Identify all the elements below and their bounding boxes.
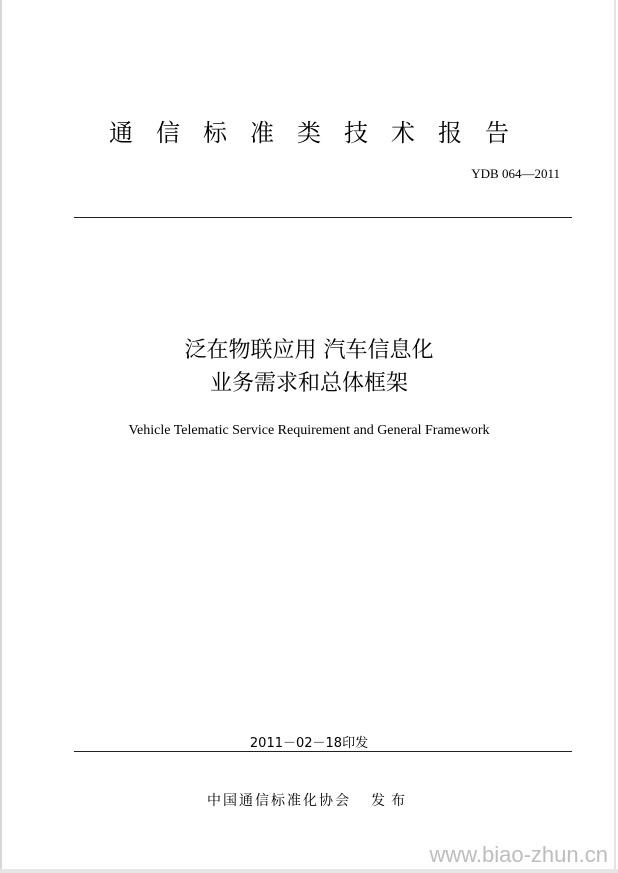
publish-action: 发布 [371,793,411,809]
document-title-line-2: 业务需求和总体框架 [209,371,408,396]
top-divider [74,217,572,218]
publisher-line [0,792,618,810]
publisher-name: 中国通信标准化协会 [207,793,351,809]
issue-date: 2011－02－18印发 [249,736,369,751]
bottom-divider [74,751,572,752]
report-type-heading: 通信标准类技术报告 [109,119,532,147]
document-title-english: Vehicle Telematic Service Requirement and General Framework [128,423,490,438]
standard-number: YDB 064—2011 [471,166,560,181]
watermark: www.biao-zhun.cn [429,842,608,867]
document-title-line-1: 泛在物联应用 汽车信息化 [184,338,434,363]
page-edge-bottom [0,869,618,873]
